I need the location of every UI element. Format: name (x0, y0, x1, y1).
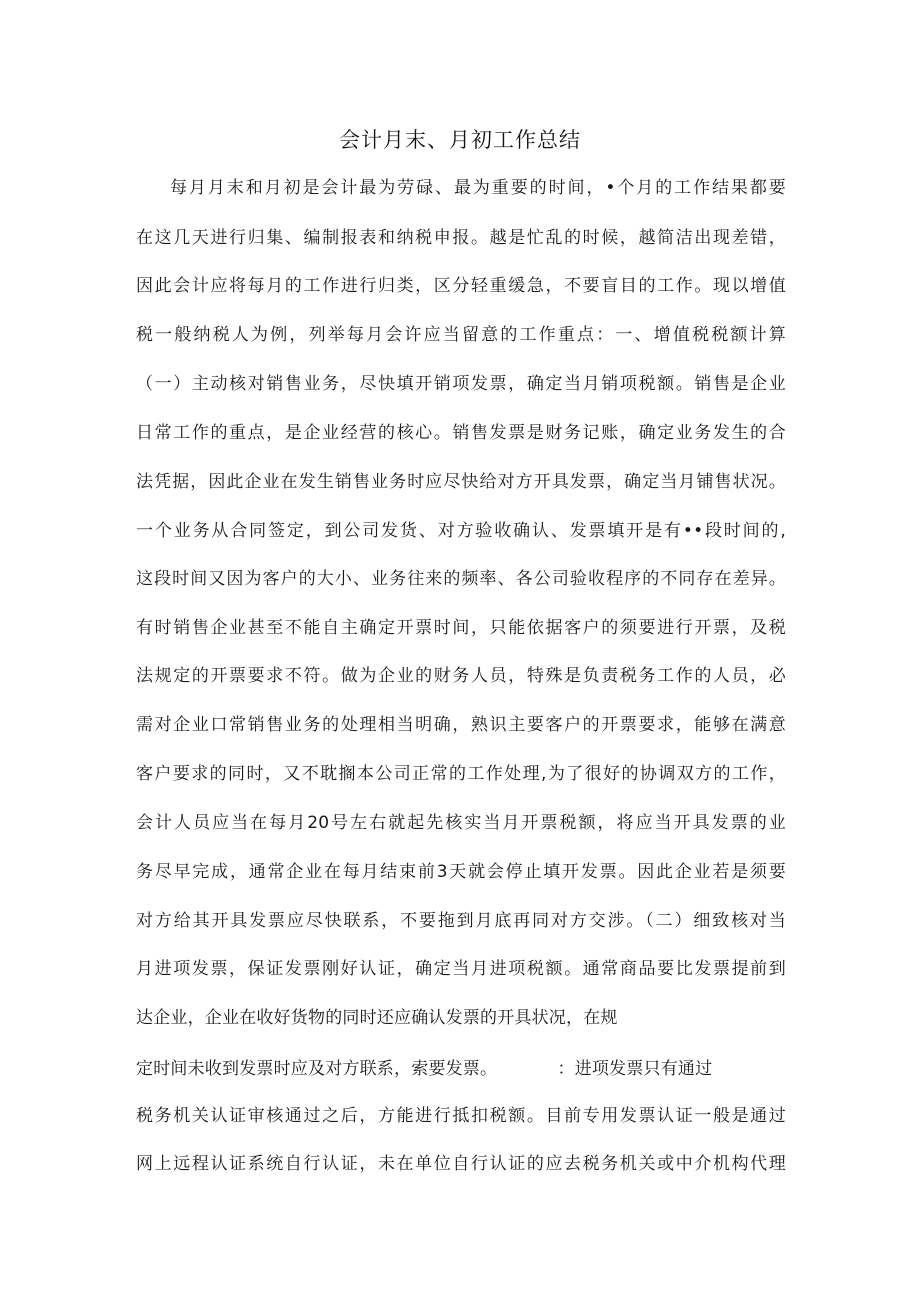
paragraph-line: 因此会计应将每月的工作进行归类，区分轻重缓急，不要盲目的工作。现以增值 (136, 276, 786, 296)
paragraph-line: 达企业，企业在收好货物的同时还应确认发票的开具状况，在规 (136, 1008, 618, 1028)
paragraph-line: 网上远程认证系统自行认证，未在单位自行认证的应去税务机关或中介机构代理 (136, 1154, 786, 1174)
paragraph-line: 法规定的开票要求不符。做为企业的财务人员，特殊是负责税务工作的人员，必 (136, 666, 786, 686)
paragraph-line: 会计人员应当在每月20号左右就起先核实当月开票税额，将应当开具发票的业 (136, 813, 786, 833)
paragraph-line: 客户要求的同时，又不耽搁本公司正常的工作处理,为了很好的协调双方的工作， (136, 764, 786, 784)
paragraph-line: 有时销售企业甚至不能自主确定开票时间，只能依据客户的须要进行开票，及税 (136, 618, 786, 638)
paragraph-line: 税一般纳税人为例，列举每月会许应当留意的工作重点：一、增值税税额计算 (136, 325, 786, 345)
document-title: 会计月末、月初工作总结 (339, 128, 581, 152)
paragraph-line: 税务机关认证审核通过之后，方能进行抵扣税额。目前专用发票认证一般是通过 (136, 1106, 786, 1126)
paragraph-line: 务尽早完成，通常企业在每月结束前3天就会停止填开发票。因此企业若是须要 (136, 862, 786, 882)
paragraph-line: 法凭据，因此企业在发生销售业务时应尽快给对方开具发票，确定当月铺售状况。 (136, 472, 786, 492)
paragraph-line: 这段时间又因为客户的大小、业务往来的频率、各公司验收程序的不同存在差异。 (136, 569, 786, 589)
paragraph-line: 日常工作的重点，是企业经营的核心。销售发票是财务记账，确定业务发生的合 (136, 423, 786, 443)
paragraph-line: 每月月末和月初是会计最为劳碌、最为重要的时间，•个月的工作结果都要 (170, 178, 786, 198)
paragraph-line: 定时间未收到发票时应及对方联系，索要发票。 ：进项发票只有通过 (136, 1059, 713, 1079)
paragraph-line: （一）主动核对销售业务，尽快填开销项发票，确定当月销项税额。销售是企业 (136, 374, 786, 394)
paragraph-line: 需对企业口常销售业务的处理相当明确，熟识主要客户的开票要求，能够在满意 (136, 715, 786, 735)
paragraph-line: 月进项发票，保证发票刚好认证，确定当月进项税额。通常商品要比发票提前到 (136, 959, 786, 979)
paragraph-line: 在这几天进行归集、编制报表和纳税申报。越是忙乱的时候，越简洁出现差错， (136, 228, 786, 248)
paragraph-line: 一个业务从合同签定，到公司发货、对方验收确认、发票填开是有••段时间的, (136, 521, 786, 541)
paragraph-line: 对方给其开具发票应尽快联系，不要拖到月底再同对方交涉。（二）细致核对当 (136, 911, 786, 931)
